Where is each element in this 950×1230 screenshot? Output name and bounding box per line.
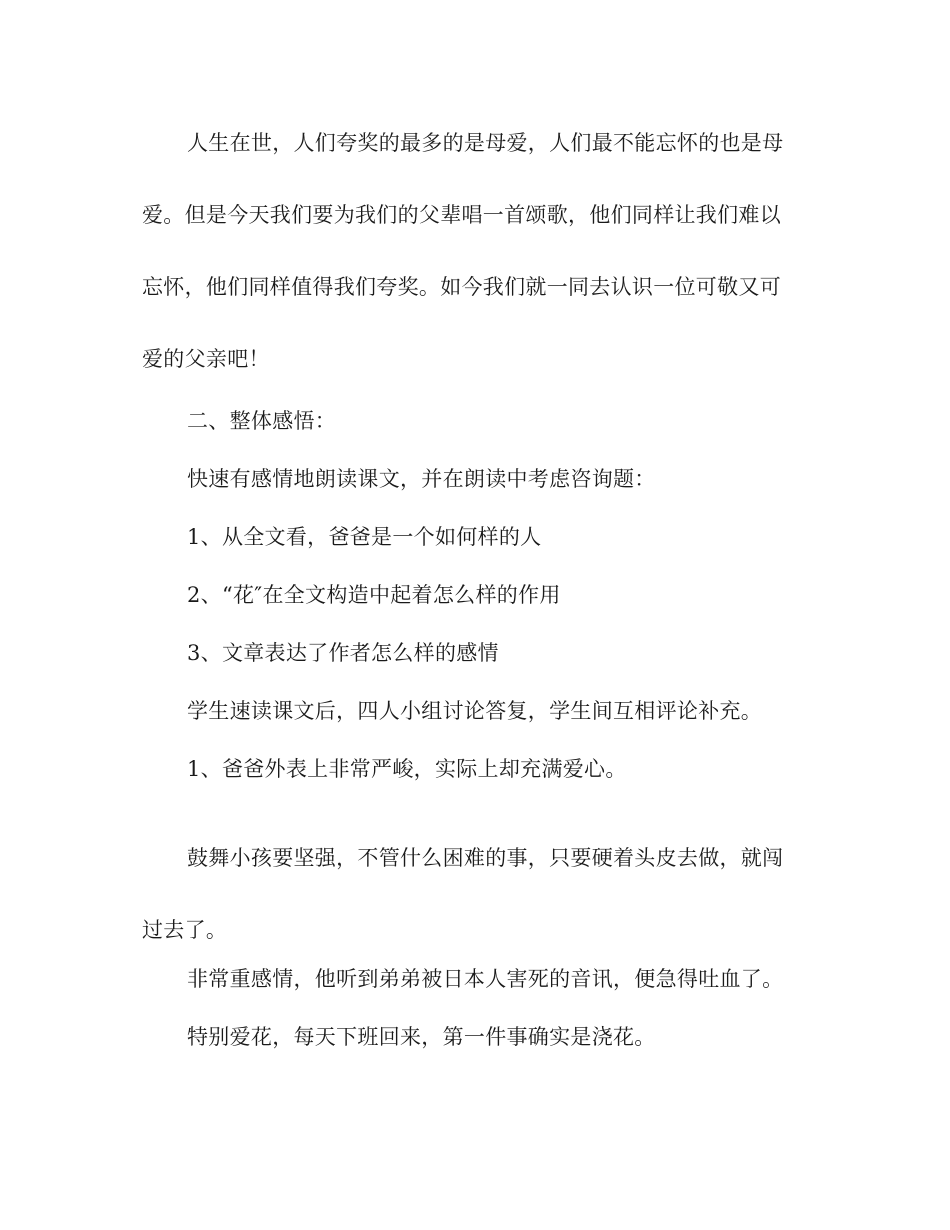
paragraph-flowers: 特别爱花，每天下班回来，第一件事确实是浇花。 (187, 1025, 656, 1049)
text-block-intro (142, 107, 802, 395)
section-heading: 二、整体感悟： (187, 409, 337, 433)
paragraph-discussion: 学生速读课文后，四人小组讨论答复，学生间互相评论补充。 (187, 699, 763, 723)
paragraph-intro: 人生在世，人们夸奖的最多的是母爱，人们最不能忘怀的也是母爱。但是今天我们要为我们的父辈唱一首颂歌，他们同样让我们难以忘怀，他们同样值得我们夸奖。如今我们就一同去认识一位可敬又可爱的父亲吧！ (142, 131, 784, 371)
text-block-encourage (142, 822, 802, 966)
paragraph-instruction: 快速有感情地朗读课文，并在朗读中考虑咨询题： (187, 467, 656, 491)
text-block-closing (142, 950, 802, 1066)
question-item-3: 3、文章表达了作者怎么样的感情 (187, 641, 499, 665)
answer-item-1: 1、爸爸外表上非常严峻，实际上却充满爱心。 (187, 757, 627, 781)
question-item-1: 1、从全文看，爸爸是一个如何样的人 (187, 525, 542, 549)
question-item-2: 2、“花″在全文构造中起着怎么样的作用 (187, 583, 561, 607)
paragraph-emotion: 非常重感情，他听到弟弟被日本人害死的音讯，便急得吐血了。 (187, 967, 784, 991)
text-block-middle (142, 392, 802, 798)
paragraph-encourage: 鼓舞小孩要坚强，不管什么困难的事，只要硬着头皮去做，就闯过去了。 (142, 846, 784, 942)
